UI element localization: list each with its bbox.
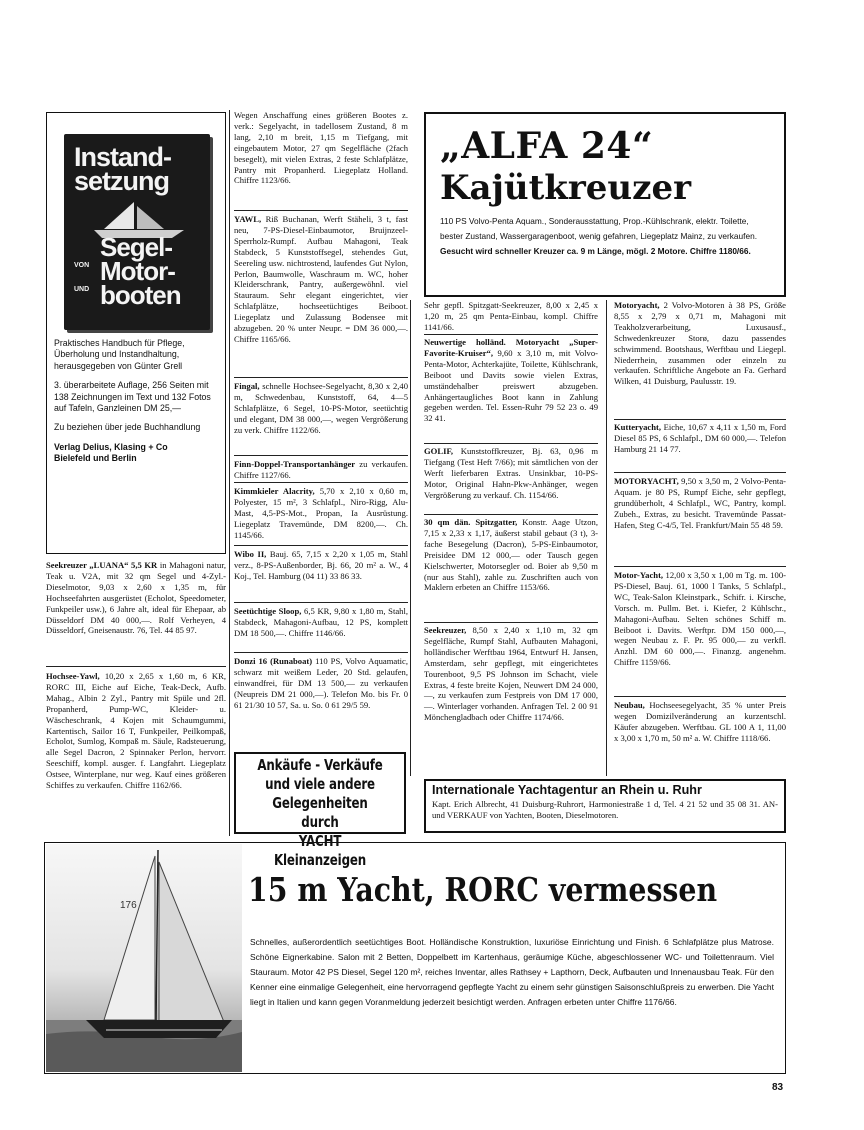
ad-body: zu verkaufen. Chiffre 1127/66.	[234, 459, 408, 480]
ad-body: 110 PS, Volvo Aquamatic, schwarz mit weißem Leder, 20 Std. gelaufen, einwandfrei, für DM 13 500,— zu verkaufen (Neupreis DM 21 000,—). Telefon Mo. bis Fr. 0 61 21/30 10 57, Sa. u. So. 0 61 29/5 59.	[234, 656, 408, 710]
cover-title-line: booten	[100, 280, 181, 310]
ad-body: Konstr. Aage Utzon, 7,15 x 2,33 x 1,17, äußerst stabil gebaut (3 t), 3-fache Besegelung (Dacron), 5-PS-Einbaumotor, Preisidee DM 12 000,— oder Tausch gegen Kielschwerter, Motorsegler od. Boier ab 9,50 m (nur aus Stahl), zahle zu. Zuschriften auch von Maklern erbeten an Chiffre 1153/66.	[424, 517, 598, 593]
agentur-ad-title: Internationale Yachtagentur an Rhein u. Ruhr	[432, 783, 702, 797]
ad-body: 8,50 x 2,40 x 1,10 m, 32 qm Segelfläche, Rumpf Stahl, Aufbauten Mahagoni, holländischer Werftbau 1964, Entwurf H. Jansen, Amsterdam, sehr gepflegt, mit eingerichtetes Tourenboot, 9,5 PS Johnson im Schacht, viele Extras, 4 feste breite Kojen, Neuwert DM 24 000,—, zu verkaufen zum Festpreis von DM 17 000,—. Winterlager vorhanden. Anfragen Tel. 2 00 91 Mönchengladbach oder Chiffre 1174/66.	[424, 625, 598, 723]
divider	[234, 210, 408, 211]
book-publisher: Verlag Delius, Klasing + Co	[54, 441, 168, 452]
divider	[234, 652, 408, 653]
alfa-ad-subtitle: Kajütkreuzer	[440, 168, 691, 208]
ad-body: 9,60 x 3,10 m, mit Volvo-Penta-Motor, Achterkajüte, Toilette, Kühlschrank, Beiboot und Davits sowie vielen Extras, umständehalber preiswert abzugeben. Anhängertaugliches Boot kann in Zahlung gegeben werden. Tel. Essen-Ruhr 79 52 23 o. 49 32 41.	[424, 347, 598, 424]
page-number: 83	[772, 1082, 784, 1093]
cover-title-line: Segel-	[100, 232, 173, 262]
ad-headline: Fingal,	[234, 381, 260, 391]
cover-small-text: VON	[74, 262, 90, 269]
book-ad-text	[54, 338, 220, 465]
classified-ad	[234, 656, 408, 711]
divider	[614, 696, 786, 697]
promo-line: YACHT Kleinanzeigen	[273, 832, 367, 869]
ad-headline: GOLIF,	[424, 446, 454, 456]
ad-body: 6,5 KR, 9,80 x 1,80 m, Stahl, Stabdeck, Mahagoni-Aufbau, 12 PS, komplett DM 18 500,—. Chiffre 1146/66.	[234, 606, 408, 638]
classified-ad	[234, 606, 408, 639]
sail-number: 176	[120, 900, 137, 911]
ad-headline: Finn-Doppel-Transportanhänger	[234, 459, 356, 469]
ad-headline: Hochsee-Yawl,	[46, 671, 100, 681]
classified-ad	[234, 486, 408, 541]
ad-headline: Seetüchtige Sloop,	[234, 606, 302, 616]
sailing-yacht-photo	[46, 844, 242, 1072]
cover-title-line: setzung	[74, 166, 170, 196]
divider	[234, 455, 408, 456]
yacht-ad-title: 15 m Yacht, RORC vermessen	[248, 870, 718, 909]
classified-ad	[424, 337, 598, 424]
divider	[424, 443, 598, 444]
column-divider	[606, 300, 607, 776]
ad-body: 5,70 x 2,10 x 0,60 m, Polyester, 15 m², 3 Schlafpl., Niro-Rigg, Alu-Mast, 4,5-PS-Mot., Propan, Ia Ausrüstung. Liegeplatz Travemünde, DM 8200,—. Ch. 1145/66.	[234, 486, 408, 540]
alfa-ad-title: „ALFA 24“	[440, 125, 654, 167]
ad-body: Hochseesegelyacht, 35 % unter Preis wegen Domizilveränderung an kurzentschl. Käufer abzugeben. Werftbau. GL 100 A 1, 11,00 x 3,00 x 1,70 m, 50 m² a. W. Chiffre 1118/66.	[614, 700, 786, 743]
ad-headline: 30 qm dän. Spitzgatter,	[424, 517, 518, 527]
agentur-ad-text: Kapt. Erich Albrecht, 41 Duisburg-Ruhrort, Harmoniestraße 1 d, Tel. 4 21 52 und 35 08 31. AN- und VERKAUF von Yachten, Booten, Dieselmotoren.	[432, 799, 778, 820]
ad-body: schnelle Hochsee-Segelyacht, 8,30 x 2,40 m, Schwedenbau, Kunststoff, 64, 4—5 Schlafplätze, 6 Segel, 10-PS-Motor, seetüchtig und elegant, DM 38 000,—, wegen Vergrößerung zu verk. Chiffre 1122/66.	[234, 381, 408, 435]
ad-headline: Seekreuzer,	[424, 625, 467, 635]
classified-ad	[234, 549, 408, 582]
ad-headline: Kimmkieler Alacrity,	[234, 486, 315, 496]
divider	[424, 622, 598, 623]
promo-line: und viele andere	[265, 775, 375, 793]
ad-headline: Neuwertige holländ. Motoryacht „Super-Favorite-Kruiser“,	[424, 337, 598, 358]
divider	[614, 566, 786, 567]
classified-ad	[424, 625, 598, 723]
classified-ad	[234, 110, 408, 186]
divider	[614, 419, 786, 420]
classified-ad	[424, 517, 598, 593]
alfa-ad-body: 110 PS Volvo-Penta Aquam., Sonderausstattung, Prop.-Kühlschrank, elektr. Toilette, bester Zustand, Wassergaragenboot, wenig gefahren, Liegeplatz Mainz, zu verkaufen.	[440, 216, 758, 241]
classified-ad	[46, 560, 226, 636]
book-edition: 3. überarbeitete Auflage, 256 Seiten mit 138 Zeichnungen im Text und 132 Fotos auf Tafeln, Ganzleinen DM 25,—	[54, 380, 211, 414]
yacht-ad-text: Schnelles, außerordentlich seetüchtiges Boot. Holländische Konstruktion, luxuriöse Einrichtung und Finish. 6 Schlafplätze plus Matrose. Schöne Eignerkabine. Salon mit 2 Betten, Doppelbett im Kartenhaus, geräumige Küche, abgeschlossener WC- und Toilettenraum. Viel Stauraum. Motor 42 PS Diesel, Segel 120 m², reiches Inventar, alles Rathsey + Lapthorn, Deck, Aufbauten und Innenausbau Teak. Für den Kenner eine einmalige Gelegenheit, eine hervorragend gepflegte Yacht zu einem sehr günstigen Saisonschlußpreis zu erwerben. Die Yacht liegt in Italien und kann gegen Voranmeldung jederzeit besichtigt werden. Anfragen erbeten unter Chiffre 1176/66.	[250, 937, 774, 1007]
classified-ad	[614, 700, 786, 744]
book-order-info: Zu beziehen über jede Buchhandlung	[54, 422, 201, 433]
divider	[234, 602, 408, 603]
sailboat-illustration	[46, 844, 242, 1072]
ad-headline: MOTORYACHT,	[614, 476, 679, 486]
ad-headline: Seekreuzer „LUANA“ 5,5 KR	[46, 560, 158, 570]
classified-ad	[234, 381, 408, 436]
column-divider	[229, 110, 230, 836]
column-divider	[410, 300, 411, 776]
ad-headline: Neubau,	[614, 700, 645, 710]
cover-small-text: UND	[74, 286, 90, 293]
ad-body: Bauj. 65, 7,15 x 2,20 x 1,05 m, Stahl verz., 8-PS-Außenborder, Bj. 66, 20 m² a. W., 4 Koj., Tel. Hamburg (04 11) 33 86 33.	[234, 549, 409, 581]
book-cover-image	[64, 134, 210, 330]
classified-ad	[234, 459, 408, 481]
classified-ad	[614, 300, 786, 387]
cover-title-line: Instand-	[74, 142, 171, 172]
cover-title-line: Motor-	[100, 256, 175, 286]
ad-body: 12,00 x 3,50 x 1,00 m Tg. m. 100-PS-Diesel, Bauj. 61, 1000 l Tanks, 5 Schlafpl., WC, Teak-Salon Kleinstpark., Schifr. i. Kirsche, Vorsch. m. Pullm. Bet. i. Kiefer, 2 Kühlschr., Mahagoni-Aufbau. Selten schönes Schiff m. Beiboot i. Davits. Werftpr. DM 150 000,—, wegen Neubau z. F. Pr. 95 000,— zu verkfl. Anzhl. DM 60 000,—. Finanzg. angenehm. Chiffre 1159/66.	[614, 570, 786, 668]
divider	[234, 482, 408, 483]
promo-line: Gelegenheiten durch	[272, 794, 368, 831]
divider	[424, 514, 598, 515]
classified-ad	[614, 570, 786, 668]
divider	[234, 377, 408, 378]
book-description: Praktisches Handbuch für Pflege, Überholung und Instandhaltung, herausgegeben von Günter Grell	[54, 338, 185, 371]
classified-ad	[614, 476, 786, 531]
ad-body: Eiche, 10,67 x 4,11 x 1,50 m, Ford Diesel 85 PS, 6 Schlafpl., DM 60 000,—. Telefon Hamburg 21 14 77.	[614, 422, 786, 454]
promo-line: Ankäufe - Verkäufe	[257, 756, 383, 774]
divider	[234, 545, 408, 546]
ad-body: 10,20 x 2,65 x 1,60 m, 6 KR, RORC III, Eiche auf Eiche, Teak-Deck, Aufb. Mahag., Albin 2 Zyl., Pantry mit Spüle und 2fl. Propanherd, Pump-WC, Kleider- u. Wäscheschrank, 4 Kojen mit Schaumgummi, Kartentisch, Sailor 16 T, Funkpeiler, Peilkompaß, Echolot, Sumlog, Kompaß m. Säule, Radsteuerung, alle Segel Dacron, 2 Spinnaker Perlon, hervorr. Seeschiff, kompl. ausger. f. Langfahrt. Liegeplatz Ostsee, Winterplane, nur weg. Kauf eines größeren Schiffes zu verkaufen. Chiffre 1162/66.	[46, 671, 226, 791]
alfa-ad-wanted: Gesucht wird schneller Kreuzer ca. 9 m Länge, mögl. 2 Motore. Chiffre 1180/66.	[440, 246, 751, 256]
ad-body: Sehr gepfl. Spitzgatt-Seekreuzer, 8,00 x 2,45 x 1,20 m, 25 qm Penta-Einbau, kompl. Chiffre 1141/66.	[424, 300, 598, 332]
ad-headline: Motoryacht,	[614, 300, 660, 310]
ad-body: Riß Buchanan, Werft Stäheli, 3 t, fast neu, 7-PS-Diesel-Einbaumotor, Bruijnzeel-Sperrholz-Rumpf. Aufbau Mahagoni, Teak Stabdeck, 5 Kunststoffsegel, stehendes Gut, Seereling usw. nichtrostend, laufendes Gut Nylon, Perlon, Baumwolle, Waschraum m. WC, hoher Kleiderschrank, Pantry, außergewöhnl. viel Stauraum. Sehr elegant eingerichtet, vier Schlafplätze, hochseetüchtiges Beiboot. Liegeplatz und Zulassung Bodensee mit abzugeben. 20 % unter Neupr. = DM 36 000,—. Chiffre 1165/66.	[234, 214, 408, 344]
ad-headline: Wibo II,	[234, 549, 267, 559]
divider	[46, 666, 226, 667]
classified-ad	[234, 214, 408, 345]
divider	[614, 472, 786, 473]
ad-headline: Donzi 16 (Runaboat)	[234, 656, 313, 666]
ad-body: in Mahagoni natur, Teak u. V2A, mit 32 qm Segel und 4-Zyl.-Dieselmotor, 9,03 x 2,60 x 1,35 m, für Hochseefahrten ausgerüstet (Echolot, Speedometer, Funkpeiler usw.), 6 Jahre alt, ideal für Ehepaar, ab Düsseldorf DM 40 000,—. Rolf Verheyen, 4 Düsseldorf, Gneisenaustr. 76, Tel. 44 85 97.	[46, 560, 226, 636]
ad-headline: Motor-Yacht,	[614, 570, 664, 580]
classified-ad	[46, 671, 226, 791]
classified-ad	[424, 300, 598, 333]
book-publisher-city: Bielefeld und Berlin	[54, 453, 137, 464]
ad-body: 9,50 x 3,50 m, 2 Volvo-Penta-Aquam. je 80 PS, Rumpf Eiche, sehr gepflegt, grundüberholt, 4 Schlafpl., WC, Pantry, kompl. Zubeh., Extras, zu besicht. Travemünde Passat-Hafen, Steg C-4/5, Tel. Frankfurt/Main 55 48 59.	[614, 476, 786, 530]
classified-ad	[424, 446, 598, 501]
ad-headline: YAWL,	[234, 214, 262, 224]
classified-ad	[614, 422, 786, 455]
ad-body: Kunststoffkreuzer, Bj. 63, 0,96 m Tiefgang (Test Heft 7/66); mit sämtlichen von der Werft lieferbaren Extras. Unsinkbar, 10-PS-Motor, Original Hahn-Pkw-Anhänger, wegen Vergrößerung zu verkauf. Ch. 1154/66.	[424, 446, 598, 500]
ad-body: 2 Volvo-Motoren à 38 PS, Größe 8,55 x 2,79 x 0,71 m, Mahagoni mit Teakholzverarbeitung, Luxusausf., Schwedenkreuzer Storø, dazu passendes schwimmend. Bootshaus, Werftbau und Liegepl. Niederrhein, zusammen oder einzeln zu verkaufen. Schriftliche Angebote an Fa. Gerhard Wilken, 41 Duisburg, Paulusstr. 19.	[614, 300, 786, 387]
alfa-ad-text	[440, 214, 772, 259]
ad-body: Wegen Anschaffung eines größeren Bootes z. verk.: Segelyacht, in tadellosem Zustand, 8 m lang, 2,10 m breit, 1,15 m Tiefgang, mit eingebautem Motor, 27 qm Segelfläche (2fach besegelt), mit vielen Extras, 2 feste Schlafplätze, Pantry mit Propanherd. Liegeplatz Holland. Chiffre 1123/66.	[234, 110, 408, 186]
ad-headline: Kutteryacht,	[614, 422, 662, 432]
divider	[424, 334, 598, 335]
